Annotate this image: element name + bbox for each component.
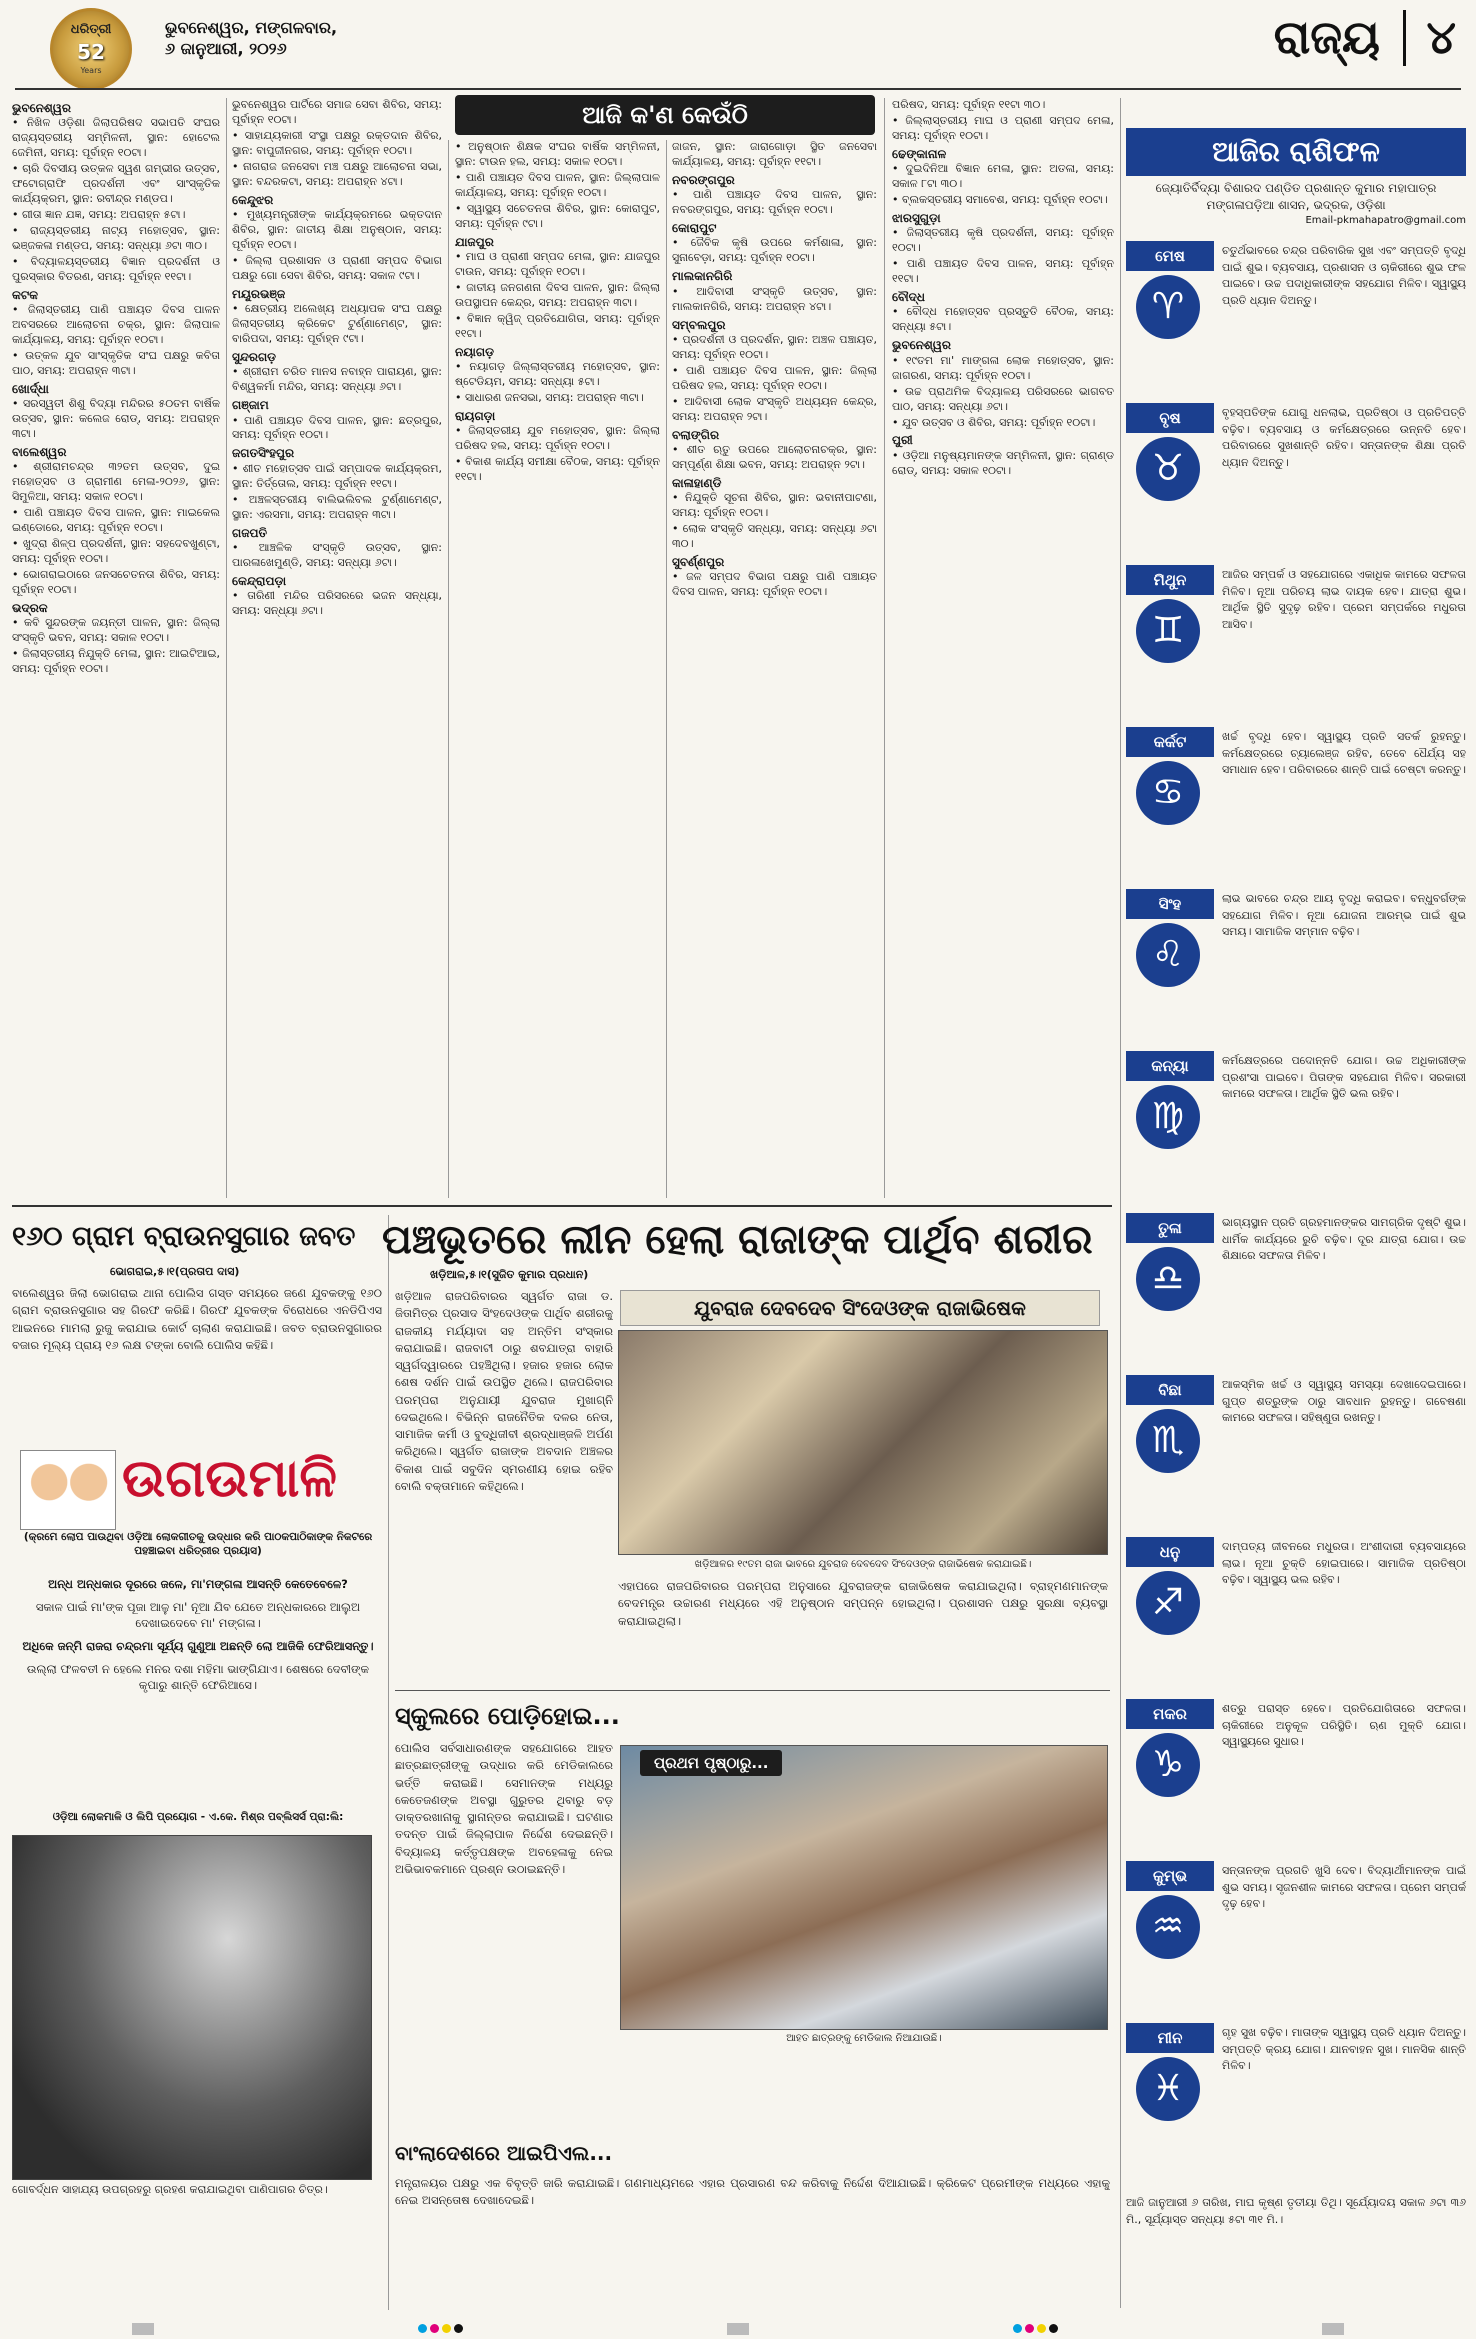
register-dot-cyan: [418, 2324, 427, 2333]
sign-forecast-text: ଦାମ୍ପତ୍ୟ ଜୀବନରେ ମଧୁରତା। ଅଂଶୀଦାରୀ ବ୍ୟବସାୟରେ ଲାଭ। ନୂଆ ଚୁକ୍ତି ହୋଇପାରେ। ସାମାଜିକ ପ୍ରତିଷ୍ଠା ବଢ଼ିବ। ସ୍ୱାସ୍ଥ୍ୟ ଭଲ ରହିବ।: [1222, 1540, 1466, 1586]
sign-name-badge: କର୍କଟ: [1126, 727, 1214, 757]
event-city-heading: କେନ୍ଦ୍ରାପଡ଼ା: [232, 573, 287, 588]
event-listing: • ଶୀତ ଋତୁ ଉପରେ ଆଲୋଚନାଚକ୍ର, ସ୍ଥାନ: ସମ୍ପୂର୍ଣ୍ଣ ଶିକ୍ଷା ଭବନ, ସମୟ: ଅପରାହ୍ନ ୨ଟା।: [672, 442, 877, 471]
event-listing: • ସରସ୍ୱତୀ ଶିଶୁ ବିଦ୍ୟା ମନ୍ଦିରର ୫୦ତମ ବାର୍ଷିକ ଉତ୍ସବ, ସ୍ଥାନ: କଲେଜ ରୋଡ୍, ସମୟ: ଅପରାହ୍ନ ୩ଟା।: [12, 397, 220, 441]
register-dot-cyan: [1013, 2324, 1022, 2333]
event-listing: • ୧୯ତମ ମା' ମାଙ୍ଗଳା ଲୋକ ମହୋତ୍ସବ, ସ୍ଥାନ: ଜାଗରଣ, ସମୟ: ପୂର୍ବାହ୍ନ ୧୦ଟା।: [892, 353, 1114, 382]
sign-forecast-text: ଲାଭ ଭାବରେ ଚନ୍ଦ୍ର ଆୟ ବୃଦ୍ଧି କରାଇବ। ବନ୍ଧୁବର୍ଗଙ୍କ ସହଯୋଗ ମିଳିବ। ନୂଆ ଯୋଜନା ଆରମ୍ଭ ପାଇଁ ଶୁଭ ସମୟ। ସାମାଜିକ ସମ୍ମାନ ବଢ଼ିବ।: [1222, 892, 1466, 938]
event-city-heading: ବାଲେଶ୍ୱର: [12, 445, 67, 460]
sign-name-badge: କନ୍ୟା: [1126, 1051, 1214, 1081]
dateline-place-day: ଭୁବନେଶ୍ୱର, ମଙ୍ଗଳବାର,: [165, 18, 338, 37]
sign-name-badge: ମୀନ: [1126, 2023, 1214, 2053]
event-listing: • ଖୁଦ୍ରା ଶିଳ୍ପ ପ୍ରଦର୍ଶନୀ, ସ୍ଥାନ: ସହଦେବଖୁଣ୍ଟା, ସମୟ: ପୂର୍ବାହ୍ନ ୧୦ଟା।: [12, 537, 220, 566]
event-listing: • ସ୍ୱାସ୍ଥ୍ୟ ସଚେତନତା ଶିବିର, ସ୍ଥାନ: କୋରାପୁଟ, ସମୟ: ପୂର୍ବାହ୍ନ ୯ଟା।: [455, 201, 660, 230]
event-listing: • ବୌଦ୍ଧ ମହୋତ୍ସବ ପ୍ରସ୍ତୁତି ବୈଠକ, ସମୟ: ସନ୍ଧ୍ୟା ୫ଟା।: [892, 305, 1114, 334]
event-city-heading: ଭୁବନେଶ୍ୱର: [12, 101, 71, 115]
event-listing: • ଜିଲ୍ଲା ପ୍ରଶାସନ ଓ ପ୍ରାଣୀ ସମ୍ପଦ ବିଭାଗ ପକ୍ଷରୁ ଗୋ ସେବା ଶିବିର, ସମୟ: ସକାଳ ୯ଟା।: [232, 253, 442, 282]
events-column-5: [892, 98, 1114, 1198]
ugaomali-verse: ସକାଳ ପାଇଁ ମା'ଙ୍କ ପୂଜା ଆଳୁ ମା' ନୂଆ ଯିବ ଯେତେ ଅନ୍ଧକାରରେ ଆଲୁଅ ଦେଖାଇଦେବେ ମା' ମଙ୍ଗଳା।: [35, 1599, 361, 1631]
event-listing: • ଉଚ୍ଚ ପ୍ରାଥମିକ ବିଦ୍ୟାଳୟ ପରିସରରେ ଭାଗବତ ପାଠ, ସମୟ: ସନ୍ଧ୍ୟା ୬ଟା।: [892, 384, 1114, 413]
almanac-text: ଆଜି ଜାନୁଆରୀ ୬ ତାରିଖ, ମାଘ କୃଷ୍ଣ ତୃତୀୟା ତିଥି। ସୂର୍ଯ୍ୟୋଦୟ ସକାଳ ୬ଟା ୩୬ ମି., ସୂର୍ଯ୍ୟାସ୍ତ ସନ୍ଧ୍ୟା ୫ଟା ୩୧ ମି.।: [1126, 2196, 1466, 2226]
event-city-heading: ଗଜପତି: [232, 525, 268, 540]
event-city-heading: ସୁବର୍ଣ୍ଣପୁର: [672, 554, 725, 569]
event-listing: • ବିଜ୍ଞାନ କ୍ୱିଜ୍ ପ୍ରତିଯୋଗିତା, ସମୟ: ପୂର୍ବାହ୍ନ ୧୧ଟା।: [455, 311, 660, 340]
event-city-heading: ଗଞ୍ଜାମ: [232, 398, 269, 413]
event-listing: • ଲୋକ ସଂସ୍କୃତି ସନ୍ଧ୍ୟା, ସମୟ: ସନ୍ଧ୍ୟା ୬ଟା ୩୦।: [672, 522, 877, 550]
sign-forecast-text: ଚତୁର୍ଥଭାବରେ ଚନ୍ଦ୍ର ପରିବାରିକ ସୁଖ ଏବଂ ସମ୍ପତ୍ତି ବୃଦ୍ଧି ପାଇଁ ଶୁଭ। ବ୍ୟବସାୟ, ପ୍ରଶାସନ ଓ ଚାକିରୀରେ ଶୁଭ ଫଳ ପାଇବେ। ଉଚ୍ଚ ପଦାଧିକାରୀଙ୍କ ସହଯୋଗ ମିଳିବ। ସ୍ୱାସ୍ଥ୍ୟ ପ୍ରତି ଧ୍ୟାନ ଦିଅନ୍ତୁ।: [1222, 244, 1466, 307]
satellite-weather-image: [12, 1835, 372, 2180]
zodiac-icon: ♋: [1136, 761, 1200, 825]
sign-forecast-text: ବୃହସ୍ପତିଙ୍କ ଯୋଗୁ ଧନଲାଭ, ପ୍ରତିଷ୍ଠା ଓ ପ୍ରତିପତ୍ତି ବଢ଼ିବ। ବ୍ୟବସାୟ ଓ କର୍ମକ୍ଷେତ୍ରରେ ଉନ୍ନତି ହେବ। ପରିବାରରେ ସୁଖଶାନ୍ତି ରହିବ। ସନ୍ତାନଙ୍କ ଶିକ୍ଷା ପ୍ରତି ଧ୍ୟାନ ଦିଅନ୍ତୁ।: [1222, 406, 1466, 469]
sign-forecast-text: କର୍ମକ୍ଷେତ୍ରରେ ପଦୋନ୍ନତି ଯୋଗ। ଉଚ୍ଚ ଅଧିକାରୀଙ୍କ ପ୍ରଶଂସା ପାଇବେ। ପିତାଙ୍କ ସହଯୋଗ ମିଳିବ। ସରକାରୀ କାମରେ ସଫଳତା। ଆର୍ଥିକ ସ୍ଥିତି ଭଲ ରହିବ।: [1222, 1054, 1466, 1100]
headline-school-burn: ସ୍କୁଲରେ ପୋଡ଼ିହୋଇ...: [395, 1702, 620, 1730]
sign-forecast-text: ଶତ୍ରୁ ପରାସ୍ତ ହେବେ। ପ୍ରତିଯୋଗିତାରେ ସଫଳତା। ଚାକିରୀରେ ଅନୁକୂଳ ପରିସ୍ଥିତି। ଋଣ ମୁକ୍ତି ଯୋଗ। ସ୍ୱାସ୍ଥ୍ୟରେ ସୁଧାର।: [1222, 1702, 1466, 1748]
sign-name-badge: ମକର: [1126, 1699, 1214, 1729]
register-dot-yellow: [442, 2324, 451, 2333]
event-listing: • ପାଣି ପଞ୍ଚାୟତ ଦିବସ ପାଳନ, ସ୍ଥାନ: ଜିଲ୍ଲା ପରିଷଦ ହଲ, ସମୟ: ପୂର୍ବାହ୍ନ ୧୦ଟା।: [672, 363, 877, 392]
event-city-heading: ରାୟଗଡ଼ା: [455, 408, 496, 423]
event-listing: • ଉତ୍କଳ ଯୁବ ସାଂସ୍କୃତିକ ସଂଘ ପକ୍ଷରୁ କବିତା ପାଠ, ସମୟ: ଅପରାହ୍ନ ୩ଟା।: [12, 348, 220, 377]
astrologer-email: Email-pkmahapatro@gmail.com: [1305, 215, 1466, 226]
event-listing: • ପାଣି ପଞ୍ଚାୟତ ଦିବସ ପାଳନ, ସମୟ: ପୂର୍ବାହ୍ନ ୧୧ଟା।: [892, 257, 1114, 286]
column-rule: [666, 140, 667, 1198]
horoscope-sign: [1126, 2017, 1466, 2167]
event-listing: • ଅଞ୍ଚଳସ୍ତରୀୟ ବାଲିଭଲିବଲ ଟୁର୍ଣ୍ଣାମେଣ୍ଟ, ସ୍ଥାନ: ଏରସମା, ସମୟ: ଅପରାହ୍ନ ୩ଟା।: [232, 492, 442, 521]
page-number: ୪: [1426, 10, 1456, 64]
horoscope-sign: [1126, 721, 1466, 871]
event-listing: • ଜିଲାସ୍ତରୀୟ କୃଷି ପ୍ରଦର୍ଶନୀ, ସମୟ: ପୂର୍ବାହ୍ନ ୧୦ଟା।: [892, 226, 1114, 255]
school-photo-caption: ଆହତ ଛାତ୍ରଙ୍କୁ ମେଡିକାଲ ନିଆଯାଉଛି।: [786, 2033, 942, 2044]
logo-years-label: Years: [80, 65, 102, 75]
event-listing: • ବିଦ୍ୟାଳୟସ୍ତରୀୟ ବିଜ୍ଞାନ ପ୍ରଦର୍ଶନୀ ଓ ପୁରସ୍କାର ବିତରଣ, ସମୟ: ପୂର୍ବାହ୍ନ ୧୧ଟା।: [12, 254, 220, 283]
story-king-funeral-continued: ଏହାପରେ ରାଜପରିବାରର ପରମ୍ପରା ଅନୁସାରେ ଯୁବରାଜଙ୍କ ରାଜାଭିଷେକ କରାଯାଇଥିଲା। ବ୍ରାହ୍ମଣମାନଙ୍କ ବେଦମନ୍ତ୍ର ଉଚ୍ଚାରଣ ମଧ୍ୟରେ ଏହି ଅନୁଷ୍ଠାନ ସମ୍ପନ୍ନ ହୋଇଥିଲା। ପ୍ରଶାସନ ପକ୍ଷରୁ ସୁରକ୍ଷା ବ୍ୟବସ୍ଥା କରାଯାଇଥିଲା।: [618, 1579, 1108, 1628]
sign-forecast-text: ଭାଗ୍ୟସ୍ଥାନ ପ୍ରତି ଗ୍ରହମାନଙ୍କର ସାମଗ୍ରିକ ଦୃଷ୍ଟି ଶୁଭ। ଧାର୍ମିକ କାର୍ଯ୍ୟରେ ରୁଚି ବଢ଼ିବ। ଦୂର ଯାତ୍ରା ଯୋଗ। ଉଚ୍ଚ ଶିକ୍ଷାରେ ସଫଳତା ମିଳିବ।: [1222, 1216, 1466, 1262]
event-city-heading: ନୟାଗଡ଼: [455, 344, 495, 359]
horoscope-sign: [1126, 1693, 1466, 1843]
event-listing: • ଭୋଗରାଇଠାରେ ଜନସଚେତନତା ଶିବିର, ସମୟ: ପୂର୍ବାହ୍ନ ୧୦ଟା।: [12, 568, 220, 596]
register-dot-yellow: [1037, 2324, 1046, 2333]
event-listing: • ପ୍ରଦର୍ଶନୀ ଓ ପ୍ରଦର୍ଶନ, ସ୍ଥାନ: ଅଞ୍ଚଳ ପଞ୍ଚାୟତ, ସମୟ: ପୂର୍ବାହ୍ନ ୧୦ଟା।: [672, 332, 877, 361]
horoscope-sign: [1126, 883, 1466, 1033]
event-city-heading: ପୁରୀ: [892, 433, 913, 448]
event-listing: • ସାହାଯ୍ୟକାରୀ ସଂସ୍ଥା ପକ୍ଷରୁ ରକ୍ତଦାନ ଶିବିର, ସ୍ଥାନ: ବାପୁଜୀନଗର, ସମୟ: ପୂର୍ବାହ୍ନ ୧୦ଟା।: [232, 128, 442, 157]
zodiac-icon: ♎: [1136, 1247, 1200, 1311]
event-listing: • ଅନୁଷ୍ଠାନ ଶିକ୍ଷକ ସଂଘର ବାର୍ଷିକ ସମ୍ମିଳନୀ, ସ୍ଥାନ: ଟାଉନ ହଲ, ସମୟ: ସକାଳ ୧୦ଟା।: [455, 140, 660, 168]
ugaomali-title: ଉଗଉମାଳି: [122, 1449, 337, 1509]
horoscope-title: ଆଜିର ରାଶିଫଳ: [1126, 128, 1466, 176]
event-listing: • ନାଗରାଜ ଜନସେବା ମଞ୍ଚ ପକ୍ଷରୁ ଆଲୋଚନା ସଭା, ସ୍ଥାନ: ବନ୍ଦରକଟା, ସମୟ: ଅପରାହ୍ନ ୪ଟା।: [232, 159, 442, 188]
coronation-photo-title: ଯୁବରାଜ ଦେବଦେବ ସିଂଦେଓଙ୍କ ରାଜାଭିଷେକ: [620, 1290, 1100, 1326]
event-listing: • ଚାରି ଦିବସୀୟ ଉତ୍କଳ ସ୍ୱଣ ଗମ୍ଭୀର ଉତ୍ସବ, ଫଟୋଗ୍ରାଫି ପ୍ରଦର୍ଶନୀ ଏବଂ ସାଂସ୍କୃତିକ କାର୍ଯ୍ୟକ୍ରମ, ସ୍ଥାନ: ରବୀନ୍ଦ୍ର ମଣ୍ଡପ।: [12, 162, 220, 206]
column-rule: [884, 98, 885, 1198]
section-title: ରାଜ୍ୟ: [1273, 10, 1380, 64]
event-listing: • ନିଯୁକ୍ତି ସୂଚନା ଶିବିର, ସ୍ଥାନ: ଭବାନୀପାଟଣା, ସମୟ: ପୂର୍ବାହ୍ନ ୧୦ଟା।: [672, 491, 877, 520]
events-column-1: [12, 98, 220, 1198]
event-listing: • ଜଳ ସମ୍ପଦ ବିଭାଗ ପକ୍ଷରୁ ପାଣି ପଞ୍ଚାୟତ ଦିବସ ପାଳନ, ସମୟ: ପୂର୍ବାହ୍ନ ୧୦ଟା।: [672, 570, 877, 599]
events-column-3: [455, 140, 660, 1198]
ugaomali-box: [12, 1440, 384, 1590]
zodiac-icon: ♏: [1136, 1409, 1200, 1473]
school-injury-photo: [620, 1745, 1108, 2030]
event-listing: • ସାଧାରଣ ଜନସଭା, ସମୟ: ଅପରାହ୍ନ ୩ଟା।: [455, 390, 644, 404]
header-rule: [15, 88, 1461, 90]
zodiac-icon: ♑: [1136, 1733, 1200, 1797]
headline-king-funeral: ପଞ୍ଚଭୂତରେ ଲୀନ ହେଲା ରାଜାଙ୍କ ପାର୍ଥିବ ଶରୀର: [382, 1217, 1093, 1263]
satellite-caption: ଗୋବର୍ଦ୍ଧନ ସାହାଯ୍ୟ ଉପଗ୍ରହରୁ ଗ୍ରହଣ କରାଯାଇଥିବା ପାଣିପାଗର ଚିତ୍ର।: [12, 2183, 328, 2196]
story-bangladesh-body: ମନ୍ତ୍ରାଳୟର ପକ୍ଷରୁ ଏକ ବିବୃତ୍ତି ଜାରି କରାଯାଇଛି। ଗଣମାଧ୍ୟମରେ ଏହାର ପ୍ରସାରଣ ବନ୍ଦ କରିବାକୁ ନିର୍ଦ୍ଦେଶ ଦିଆଯାଇଛି। କ୍ରିକେଟ ପ୍ରେମୀଙ୍କ ମଧ୍ୟରେ ଏହାକୁ ନେଇ ଅସନ୍ତୋଷ ଦେଖାଦେଇଛି।: [395, 2176, 1110, 2208]
zodiac-icon: ♌: [1136, 923, 1200, 987]
register-dot-magenta: [430, 2324, 439, 2333]
event-listing: • ଶ୍ରୀରାମଚନ୍ଦ୍ର ୩୨ତମ ଉତ୍ସବ, ଦୁଇ ମହୋତ୍ସବ ଓ ଗ୍ରାମୀଣ ମେଳା-୨୦୨୬, ସ୍ଥାନ: ସିମୁଳିଆ, ସମୟ: ସକାଳ ୧୦ଟା।: [12, 460, 220, 504]
sign-forecast-text: ଆକସ୍ମିକ ଖର୍ଚ୍ଚ ଓ ସ୍ୱାସ୍ଥ୍ୟ ସମସ୍ୟା ଦେଖାଦେଇପାରେ। ଗୁପ୍ତ ଶତ୍ରୁଙ୍କ ଠାରୁ ସାବଧାନ ରୁହନ୍ତୁ। ଗବେଷଣା କାମରେ ସଫଳତା। ସହିଷ୍ଣୁତା ରଖନ୍ତୁ।: [1222, 1378, 1466, 1424]
register-dot-black: [454, 2324, 463, 2333]
ugaomali-verse: ଅନ୍ଧ ଅନ୍ଧକାର ଦୂରରେ ଜଳେ, ମା'ମଙ୍ଗଳା ଆସନ୍ତି କେତେବେଳେ?: [48, 1577, 348, 1591]
event-listing: • ପାଣି ପଞ୍ଚାୟତ ଦିବସ ପାଳନ, ସ୍ଥାନ: ନବରଙ୍ଗପୁର, ସମୟ: ପୂର୍ବାହ୍ନ ୧୦ଟା।: [672, 188, 877, 217]
event-listing: • ଓଡ଼ିଆ ମନୁଷ୍ୟମାନଙ୍କ ସମ୍ମିଳନୀ, ସ୍ଥାନ: ଗ୍ରାଣ୍ଡ ରୋଡ୍, ସମୟ: ସକାଳ ୧୦ଟା।: [892, 448, 1114, 477]
event-city-heading: ଜଗତସିଂହପୁର: [232, 446, 295, 461]
story-brown-sugar-body: ବାଲେଶ୍ୱର ଜିଲା ଭୋଗରାଇ ଥାନା ପୋଲିସ ଗସ୍ତ ସମୟରେ ଜଣେ ଯୁବକଙ୍କୁ ୧୬୦ ଗ୍ରାମ ବ୍ରାଉନସୁଗାର ସହ ଗିରଫ କରିଛି। ଗିରଫ ଯୁବକଙ୍କ ବିରୋଧରେ ଏନଡିପିଏସ ଆଇନରେ ମାମଲା ରୁଜୁ କରାଯାଇ କୋର୍ଟ ଚାଲାଣ କରାଯାଇଛି। ଜବତ ବ୍ରାଉନସୁଗାରର ବଜାର ମୂଲ୍ୟ ପ୍ରାୟ ୧୬ ଲକ୍ଷ ଟଙ୍କା ବୋଲି ପୋଲିସ କହିଛି।: [12, 1286, 382, 1352]
anniversary-logo: [50, 8, 132, 90]
event-city-heading: କଟକ: [12, 287, 39, 302]
event-city-heading: ସୁନ୍ଦରଗଡ଼: [232, 349, 277, 364]
event-listing: • ନୟାଗଡ଼ ଜିଲ୍ଲାସ୍ତରୀୟ ମହୋତ୍ସବ, ସ୍ଥାନ: ଷ୍ଟେଡିୟମ, ସମୟ: ସନ୍ଧ୍ୟା ୫ଟା।: [455, 360, 660, 389]
zodiac-icon: ♐: [1136, 1571, 1200, 1635]
coronation-photo-caption: ଖଡ଼ିଆଳର ୧୯ତମ ରାଜା ଭାବରେ ଯୁବରାଜ ଦେବଦେବ ସିଂଦେଓଙ୍କ ରାଜାଭିଷେକ କରାଯାଇଛି।: [694, 1559, 1032, 1570]
event-listing: • ଜିଲାସ୍ତରୀୟ ପାଣି ପଞ୍ଚାୟତ ଦିବସ ପାଳନ ଅବସରରେ ଆଲୋଚନା ଚକ୍ର, ସ୍ଥାନ: ଜିଲାପାଳ କାର୍ଯ୍ୟାଳୟ, ସମୟ: ପୂର୍ବାହ୍ନ ୧୦ଟା।: [12, 303, 220, 347]
event-city-heading: ଭଦ୍ରକ: [12, 600, 48, 615]
story-king-funeral-body: ଖଡ଼ିଆଳ ରାଜପରିବାରର ସ୍ୱର୍ଗତ ରାଜା ଡ. ଜିତାମିତ୍ର ପ୍ରସାଦ ସିଂହଦେଓଙ୍କ ପାର୍ଥିବ ଶରୀରକୁ ରାଜକୀୟ ମର୍ଯ୍ୟାଦା ସହ ଅନ୍ତିମ ସଂସ୍କାର କରାଯାଇଛି। ରାଜବାଟୀ ଠାରୁ ଶବଯାତ୍ରା ବାହାରି ସ୍ୱର୍ଗଦ୍ୱାରରେ ପହଞ୍ଚିଥିଲା। ହଜାର ହଜାର ଲୋକ ଶେଷ ଦର୍ଶନ ପାଇଁ ଉପସ୍ଥିତ ଥିଲେ। ରାଜପରିବାର ପରମ୍ପରା ଅନୁଯାୟୀ ଯୁବରାଜ ମୁଖାଗ୍ନି ଦେଇଥିଲେ। ବିଭିନ୍ନ ରାଜନୈତିକ ଦଳର ନେତା, ସାମାଜିକ କର୍ମୀ ଓ ବୁଦ୍ଧିଜୀବୀ ଶ୍ରଦ୍ଧାଞ୍ଜଳି ଅର୍ପଣ କରିଥିଲେ। ସ୍ୱର୍ଗତ ରାଜାଙ୍କ ଅବଦାନ ଅଞ୍ଚଳର ବିକାଶ ପାଇଁ ସବୁଦିନ ସ୍ମରଣୀୟ ହୋଇ ରହିବ ବୋଲି ବକ୍ତାମାନେ କହିଥିଲେ।: [395, 1289, 613, 1493]
event-city-heading: କାଳାହାଣ୍ଡି: [672, 475, 722, 490]
sign-name-badge: ମିଥୁନ: [1126, 565, 1214, 595]
register-block: [132, 2323, 154, 2335]
events-column-4: [672, 140, 877, 1198]
event-listing: ଜାଜନ, ସ୍ଥାନ: ଜାରାଗୋଡ଼ା ସ୍ଥିତ ଜନସେବା କାର୍ଯ୍ୟାଳୟ, ସମୟ: ପୂର୍ବାହ୍ନ ୧୧ଟା।: [672, 140, 877, 168]
color-register: [418, 2324, 463, 2333]
event-city-heading: ନବରଙ୍ଗପୁର: [672, 172, 735, 187]
horoscope-sign: [1126, 1531, 1466, 1681]
sign-forecast-text: ଗୃହ ସୁଖ ବଢ଼ିବ। ମାତାଙ୍କ ସ୍ୱାସ୍ଥ୍ୟ ପ୍ରତି ଧ୍ୟାନ ଦିଅନ୍ତୁ। ସମ୍ପତ୍ତି କ୍ରୟ ଯୋଗ। ଯାନବାହନ ସୁଖ। ମାନସିକ ଶାନ୍ତି ମିଳିବ।: [1222, 2026, 1466, 2072]
event-listing: • ମାଘ ଓ ପ୍ରାଣୀ ସମ୍ପଦ ମେଳା, ସ୍ଥାନ: ଯାଜପୁର ଟାଉନ, ସମୟ: ପୂର୍ବାହ୍ନ ୧୦ଟା।: [455, 250, 660, 278]
event-listing: • ଆଞ୍ଚଳିକ ସଂସ୍କୃତି ଉତ୍ସବ, ସ୍ଥାନ: ପାରଳାଖେମୁଣ୍ଡି, ସମୟ: ସନ୍ଧ୍ୟା ୬ଟା।: [232, 540, 442, 569]
section-rule: [395, 1690, 1110, 1691]
horoscope-sign: [1126, 1207, 1466, 1357]
headline-brown-sugar: ୧୬୦ ଗ୍ରାମ ବ୍ରାଉନସୁଗାର ଜବତ: [12, 1221, 356, 1252]
horoscope-sign: [1126, 1369, 1466, 1519]
ugaomali-subtitle: (କ୍ରମେ ଲୋପ ପାଉଥିବା ଓଡ଼ିଆ ଲୋକଗୀତକୁ ଉଦ୍ଧାର କରି ପାଠକପାଠିକାଙ୍କ ନିକଟରେ ପହଞ୍ଚାଇବା ଧରିତ୍ରୀର ପ୍ରୟାସ): [23, 1531, 373, 1558]
zodiac-icon: ♓: [1136, 2057, 1200, 2121]
cartoon-faces-icon: [20, 1450, 116, 1530]
headline-bangladesh-ipl: ବାଂଲାଦେଶରେ ଆଇପିଏଲ...: [395, 2141, 613, 2165]
event-listing: • ଜିଲାସ୍ତରୀୟ ନିଯୁକ୍ତି ମେଳା, ସ୍ଥାନ: ଆଇଟିଆଇ, ସମୟ: ପୂର୍ବାହ୍ନ ୧୦ଟା।: [12, 647, 220, 676]
sign-name-badge: କୁମ୍ଭ: [1126, 1861, 1214, 1891]
event-city-heading: ଝାରସୁଗୁଡ଼ା: [892, 211, 941, 226]
event-city-heading: ମାଲକାନଗିରି: [672, 269, 733, 284]
event-listing: • ଜିଲାସ୍ତରୀୟ ଯୁବ ମହୋତ୍ସବ, ସ୍ଥାନ: ଜିଲ୍ଲା ପରିଷଦ ହଲ, ସମୟ: ପୂର୍ବାହ୍ନ ୧୦ଟା।: [455, 424, 660, 453]
logo-brand: ଧରିତ୍ରୀ: [70, 22, 112, 38]
event-city-heading: କୋରାପୁଟ: [672, 221, 717, 236]
register-dot-magenta: [1025, 2324, 1034, 2333]
event-listing: • ବିକାଶ କାର୍ଯ୍ୟ ସମୀକ୍ଷା ବୈଠକ, ସମୟ: ପୂର୍ବାହ୍ନ ୧୧ଟା।: [455, 455, 660, 484]
section-rule: [12, 1205, 1112, 1207]
sign-name-badge: ବୃଷ: [1126, 403, 1214, 433]
ugaomali-credit: ଓଡ଼ିଆ ଲୋକମାଳି ଓ ଲିପି ପ୍ରୟୋଗ - ଏ.କେ. ମିଶ୍ର ପବ୍ଲିସର୍ସ ପ୍ରା:ଲି:: [52, 1811, 344, 1823]
byline-king-funeral: ଖଡ଼ିଆଳ,୫।୧(ସୁଜିତ କୁମାର ପ୍ରଧାନ): [430, 1268, 589, 1281]
zodiac-icon: ♈: [1136, 275, 1200, 339]
sign-name-badge: ତୁଳା: [1126, 1213, 1214, 1243]
ugaomali-verse: ଅଧିକେ ଜନ୍ମି ରାଜରା ଚନ୍ଦ୍ରମା ସୂର୍ଯ୍ୟ ଗୁଣୁଆ ଅଛନ୍ତି ଲୋ ଆଜିକି ଫେରିଆସନ୍ତୁ।: [22, 1639, 374, 1654]
event-listing: • ରାଜ୍ୟସ୍ତରୀୟ ନାଟ୍ୟ ମହୋତ୍ସବ, ସ୍ଥାନ: ଭଞ୍ଜକଳା ମଣ୍ଡପ, ସମୟ: ସନ୍ଧ୍ୟା ୬ଟା ୩୦।: [12, 223, 220, 252]
event-listing: • ପାଣି ପଞ୍ଚାୟତ ଦିବସ ପାଳନ, ସ୍ଥାନ: ମାଇକେଲ ଇଣ୍ଡୋରେ, ସମୟ: ପୂର୍ବାହ୍ନ ୧୦ଟା।: [12, 506, 220, 535]
astrologer-address: ମଙ୍ଗଳାପଡ଼ିଆ ଶାସନ, ଭଦ୍ରକ, ଓଡ଼ିଶା: [1206, 197, 1386, 212]
event-listing: • ତାରିଣୀ ମନ୍ଦିର ପରିସରରେ ଭଜନ ସନ୍ଧ୍ୟା, ସମୟ: ସନ୍ଧ୍ୟା ୬ଟା।: [232, 589, 442, 618]
horoscope-sign: [1126, 235, 1466, 385]
column-rule: [448, 140, 449, 1198]
event-listing: • ଦୁଇଦିନିଆ ବିଜ୍ଞାନ ମେଳା, ସ୍ଥାନ: ଅତଳା, ସମୟ: ସକାଳ ୮ଟା ୩୦।: [892, 162, 1114, 191]
event-listing: • କ୍ଷେତ୍ରୀୟ ଅଲେଖ୍ୟ ଅଧ୍ୟାପକ ସଂଘ ପକ୍ଷରୁ ଜିଲାସ୍ତରୀୟ କ୍ରିକେଟ ଟୁର୍ଣ୍ଣାମେଣ୍ଟ, ସ୍ଥାନ: ବାରିପଦା, ସମୟ: ପୂର୍ବାହ୍ନ ୯ଟା।: [232, 302, 442, 346]
page-header: [0, 0, 1476, 95]
column-rule: [388, 1215, 389, 2310]
continued-from-front-tag: ପ୍ରଥମ ପୃଷ୍ଠାରୁ...: [640, 1750, 782, 1776]
dateline: [165, 18, 337, 60]
zodiac-icon: ♍: [1136, 1085, 1200, 1149]
event-listing: • ପାଣି ପଞ୍ଚାୟତ ଦିବସ ପାଳନ, ସ୍ଥାନ: ଜିଲ୍ଲାପାଳ କାର୍ଯ୍ୟାଳୟ, ସମୟ: ପୂର୍ବାହ୍ନ ୧୦ଟା।: [455, 170, 660, 199]
color-register: [1013, 2324, 1058, 2333]
event-city-heading: କେନ୍ଦୁଝର: [232, 192, 274, 207]
logo-anniversary-number: 52: [77, 39, 105, 64]
astrologer-name: ଜ୍ୟୋତିର୍ବିଦ୍ୟା ବିଶାରଦ ପଣ୍ଡିତ ପ୍ରଶାନ୍ତ କୁମାର ମହାପାତ୍ର: [1155, 181, 1437, 195]
zodiac-icon: ♒: [1136, 1895, 1200, 1959]
event-listing: • ବ୍ଲକସ୍ତରୀୟ ସମାବେଶ, ସମୟ: ପୂର୍ବାହ୍ନ ୧୦ଟା।: [892, 193, 1108, 207]
event-city-heading: ଖୋର୍ଦ୍ଧା: [12, 381, 49, 396]
event-listing: • ଜାତୀୟ ଜନଗଣନା ଦିବସ ପାଳନ, ସ୍ଥାନ: ଜିଲ୍ଲା ଉପସ୍ଥାପନ କେନ୍ଦ୍ର, ସମୟ: ଅପରାହ୍ନ ୩ଟା।: [455, 280, 660, 309]
events-column-2: [232, 98, 442, 1198]
event-listing: ଭୁବନେଶ୍ୱର ପାର୍ଟିରେ ସମାଜ ସେବା ଶିବିର, ସମୟ: ପୂର୍ବାହ୍ନ ୧୦ଟା।: [232, 98, 442, 126]
horoscope-sign: [1126, 559, 1466, 709]
event-listing: • ଶୀତ ମହୋତ୍ସବ ପାଇଁ ସମ୍ପାଦକ କାର୍ଯ୍ୟକ୍ରମ, ସ୍ଥାନ: ତିର୍ତ୍ତୋଲ, ସମୟ: ପୂର୍ବାହ୍ନ ୧୧ଟା।: [232, 461, 442, 490]
ugaomali-verses: [12, 1576, 384, 1694]
sign-name-badge: ସିଂହ: [1126, 889, 1214, 919]
event-city-heading: ଯାଜପୁର: [455, 234, 494, 249]
sign-forecast-text: ଖର୍ଚ୍ଚ ବୃଦ୍ଧି ହେବ। ସ୍ୱାସ୍ଥ୍ୟ ପ୍ରତି ସତର୍କ ରୁହନ୍ତୁ। କର୍ମକ୍ଷେତ୍ରରେ ଚ୍ୟାଲେଞ୍ଜ ରହିବ, ତେବେ ଧୈର୍ଯ୍ୟ ସହ ସମାଧାନ ହେବ। ପରିବାରରେ ଶାନ୍ତି ପାଇଁ ଚେଷ୍ଟା କରନ୍ତୁ।: [1222, 730, 1466, 776]
sign-name-badge: ଧନୁ: [1126, 1537, 1214, 1567]
event-city-heading: ବଲାଙ୍ଗିର: [672, 427, 720, 442]
sign-name-badge: ମେଷ: [1126, 241, 1214, 271]
event-city-heading: ବୌଦ୍ଧ: [892, 290, 925, 305]
event-listing: • ଜୈବିକ କୃଷି ଉପରେ କର୍ମଶାଳା, ସ୍ଥାନ: ସୁନାବେଡ଼ା, ସମୟ: ପୂର୍ବାହ୍ନ ୧୦ଟା।: [672, 236, 877, 265]
zodiac-icon: ♉: [1136, 437, 1200, 501]
column-rule: [1120, 98, 1121, 2308]
event-listing: • ଜିଲ୍ଲାସ୍ତରୀୟ ମାଘ ଓ ପ୍ରାଣୀ ସମ୍ପଦ ମେଳା, ସମୟ: ପୂର୍ବାହ୍ନ ୧୦ଟା।: [892, 113, 1114, 142]
event-city-heading: ଭୁବନେଶ୍ୱର: [892, 338, 951, 353]
event-listing: • ଶ୍ରୀରାମ ଚରିତ ମାନସ ନବାହ୍ନ ପାରାୟଣ, ସ୍ଥାନ: ବିଶ୍ୱକର୍ମା ମନ୍ଦିର, ସମୟ: ସନ୍ଧ୍ୟା ୬ଟା।: [232, 365, 442, 394]
ugaomali-verse: ଉଲ୍ଲା ଫଳବତୀ ନ ହେଲେ ମନର ଦଶା ମହିମା ଭାଙ୍ଗିଯାଏ। ଶେଷରେ ଦେବୀଙ୍କ କୃପାରୁ ଶାନ୍ତି ଫେରିଆସେ।: [26, 1661, 370, 1693]
header-divider: [1403, 10, 1406, 66]
event-listing: • ଆଦିବାସୀ ସଂସ୍କୃତି ଉତ୍ସବ, ସ୍ଥାନ: ମାଲକାନଗିରି, ସମୟ: ଅପରାହ୍ନ ୪ଟା।: [672, 284, 877, 313]
sign-name-badge: ବିଛା: [1126, 1375, 1214, 1405]
coronation-photo: [618, 1330, 1108, 1555]
register-block: [1322, 2323, 1344, 2335]
event-listing: • ନିଖିଳ ଓଡ଼ିଶା ଜିଲାପରିଷଦ ସଭାପତି ସଂଘର ରାଜ୍ୟସ୍ତରୀୟ ସମ୍ମିଳନୀ, ସ୍ଥାନ: ହୋଟେଲ ଜେମିନୀ, ସମୟ: ପୂର୍ବାହ୍ନ ୧୦ଟା।: [12, 116, 220, 160]
sign-forecast-text: ସନ୍ତାନଙ୍କ ପ୍ରଗତି ଖୁସି ଦେବ। ବିଦ୍ୟାର୍ଥୀମାନଙ୍କ ପାଇଁ ଶୁଭ ସମୟ। ସୃଜନଶୀଳ କାମରେ ସଫଳତା। ପ୍ରେମ ସମ୍ପର୍କ ଦୃଢ଼ ହେବ।: [1222, 1864, 1466, 1910]
event-listing: • ଯୁବ ଉତ୍ସବ ଓ ଶିବିର, ସମୟ: ପୂର୍ବାହ୍ନ ୧୦ଟା।: [892, 415, 1096, 429]
horoscope-sign: [1126, 1855, 1466, 2005]
dateline-date: ୬ ଜାନୁଆରୀ, ୨୦୨୬: [165, 38, 287, 58]
astrologer-credit: [1126, 180, 1466, 214]
event-city-heading: ସମ୍ବଲପୁର: [672, 317, 726, 332]
event-listing: • ପାଣି ପଞ୍ଚାୟତ ଦିବସ ପାଳନ, ସ୍ଥାନ: ଛତ୍ରପୁର, ସମୟ: ପୂର୍ବାହ୍ନ ୧୦ଟା।: [232, 413, 442, 442]
event-listing: • ମୁଖ୍ୟମନ୍ତ୍ରୀଙ୍କ କାର୍ଯ୍ୟକ୍ରମରେ ଭକ୍ତଦାନ ଶିବିର, ସ୍ଥାନ: ଜାତୀୟ ଶିକ୍ଷା ଅନୁଷ୍ଠାନ, ସମୟ: ପୂର୍ବାହ୍ନ ୧୦ଟା।: [232, 208, 442, 251]
sign-forecast-text: ଆଜିର ସମ୍ପର୍କ ଓ ସହଯୋଗରେ ଏକାଧିକ କାମରେ ସଫଳତା ମିଳିବ। ନୂଆ ପରିଚୟ ଲାଭ ଦାୟକ ହେବ। ଯାତ୍ରା ଶୁଭ। ଆର୍ଥିକ ସ୍ଥିତି ସୁଦୃଢ଼ ରହିବ। ପ୍ରେମ ସମ୍ପର୍କରେ ମଧୁରତା ଆସିବ।: [1222, 568, 1466, 631]
event-listing: • ଗୀତା ଜ୍ଞାନ ଯଜ୍ଞ, ସମୟ: ଅପରାହ୍ନ ୫ଟା।: [12, 208, 186, 222]
story-school-body: ପୋଲିସ ସର୍ବସାଧାରଣଙ୍କ ସହଯୋଗରେ ଆହତ ଛାତ୍ରଛାତ୍ରୀଙ୍କୁ ଉଦ୍ଧାର କରି ମେଡିକାଲରେ ଭର୍ତ୍ତି କରାଇଛି। ସେମାନଙ୍କ ମଧ୍ୟରୁ କେତେଜଣଙ୍କ ଅବସ୍ଥା ଗୁରୁତର ଥିବାରୁ ବଡ଼ ଡାକ୍ତରଖାନାକୁ ସ୍ଥାନାନ୍ତର କରାଯାଇଛି। ଘଟଣାର ତଦନ୍ତ ପାଇଁ ଜିଲ୍ଲାପାଳ ନିର୍ଦ୍ଦେଶ ଦେଇଛନ୍ତି। ବିଦ୍ୟାଳୟ କର୍ତ୍ତୃପକ୍ଷଙ୍କ ଅବହେଳାକୁ ନେଇ ଅଭିଭାବକମାନେ ପ୍ରଶ୍ନ ଉଠାଇଛନ୍ତି।: [395, 1741, 613, 1876]
column-rule: [226, 98, 227, 1198]
event-listing: • କବି ସୁନ୍ଦରଙ୍କ ଜୟନ୍ତୀ ପାଳନ, ସ୍ଥାନ: ଜିଲ୍ଲା ସଂସ୍କୃତି ଭବନ, ସମୟ: ସକାଳ ୧୦ଟା।: [12, 616, 220, 645]
event-listing: • ଆଦିବାସୀ ଲୋକ ସଂସ୍କୃତି ଅଧ୍ୟୟନ କେନ୍ଦ୍ର, ସମୟ: ଅପରାହ୍ନ ୨ଟା।: [672, 394, 877, 423]
horoscope-sign: [1126, 397, 1466, 547]
register-dot-black: [1049, 2324, 1058, 2333]
register-block: [727, 2323, 749, 2335]
print-register-marks: [0, 2318, 1476, 2339]
event-city-heading: ଢେଙ୍କାନାଳ: [892, 146, 947, 161]
event-listing: ପରିଷଦ, ସମୟ: ପୂର୍ବାହ୍ନ ୧୧ଟା ୩୦।: [892, 98, 1046, 111]
zodiac-icon: ♊: [1136, 599, 1200, 663]
event-city-heading: ମୟୂରଭଞ୍ଜ: [232, 286, 286, 301]
events-banner: ଆଜି କ'ଣ କେଉଁଠି: [455, 95, 875, 135]
byline-brown-sugar: ଭୋଗରାଇ,୫।୧(ପ୍ରତାପ ଦାସ): [110, 1265, 240, 1278]
horoscope-sign: [1126, 1045, 1466, 1195]
